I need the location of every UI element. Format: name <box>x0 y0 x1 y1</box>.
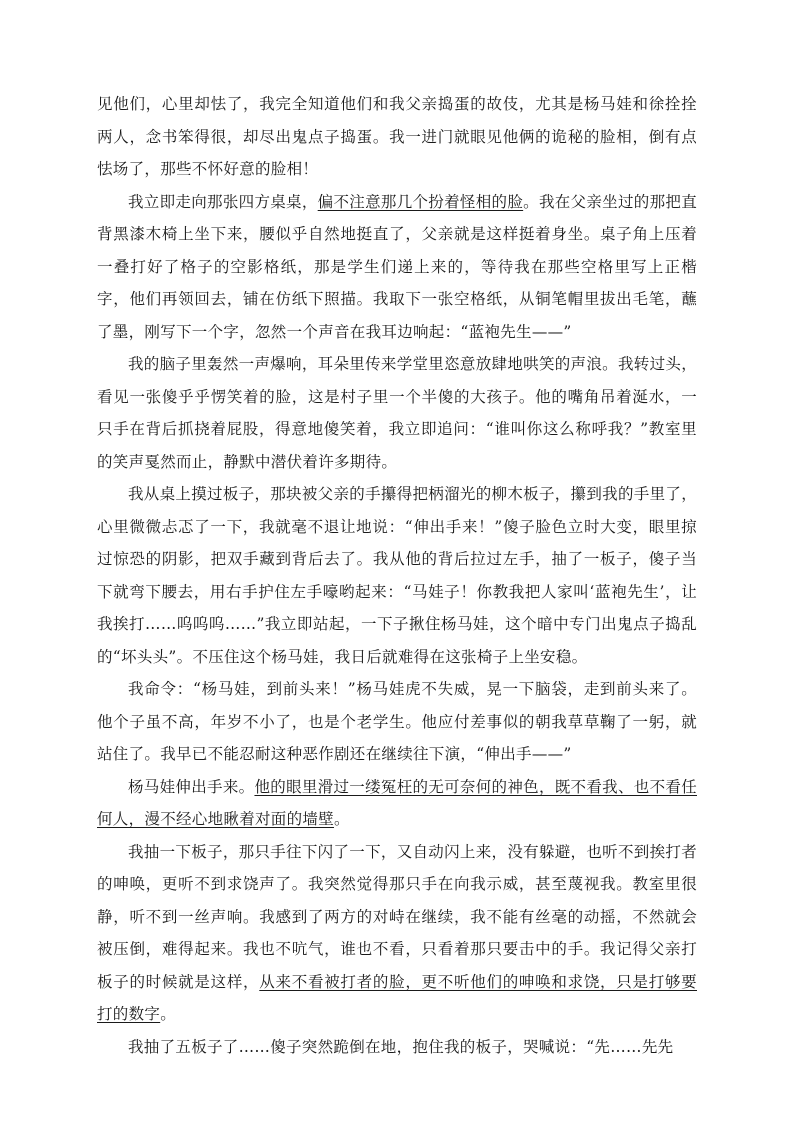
text-segment: 见他们，心里却怯了，我完全知道他们和我父亲捣蛋的故伎，尤其是杨马娃和徐拴拴两人，念书笨得很，却尽出鬼点子捣蛋。我一进门就眼见他俩的诡秘的脸相，倒有点怯场了，那些不怀好意的脸相！ <box>97 95 697 178</box>
paragraph-4 <box>97 478 697 673</box>
paragraph-6 <box>97 771 697 836</box>
text-segment: 我抽一下板子，那只手往下闪了一下，又自动闪上来，没有躲避，也听不到挨打者的呻唤，更听不到求饶声了。我突然觉得那只手在向我示威，甚至蔑视我。教室里很静，听不到一丝声响。我感到了两方的对峙在继续，我不能有丝毫的动摇，不然就会被压倒，难得起来。我也不吭气，谁也不看，只看着那只要击中的手。我记得父亲打板子的时候就是这样， <box>97 842 697 991</box>
text-segment: 。 <box>334 810 350 828</box>
paragraph-8 <box>97 1031 697 1064</box>
text-segment: 我立即走向那张四方桌桌， <box>128 192 318 211</box>
article-body <box>97 88 697 1063</box>
text-segment: 杨马娃伸出手来。 <box>128 777 255 796</box>
paragraph-2 <box>97 186 697 349</box>
text-segment: 我抽了五板子了……傻子突然跪倒在地，抱住我的板子，哭喊说：“先……先先 <box>128 1037 674 1056</box>
paragraph-1 <box>97 88 697 186</box>
underlined-text: 偏不注意那几个扮着怪相的脸 <box>317 192 524 211</box>
underlined-text: 他的眼里滑过一缕冤枉的无可奈何的神色，既不看我、也不看任何人，漫不经心地瞅着对面的墙壁 <box>97 777 697 828</box>
underlined-text: 从来不看被打者的脸，更不听他们的呻唤和求饶，只是打够要打的数字 <box>97 972 697 1023</box>
paragraph-7 <box>97 836 697 1031</box>
text-segment: 。我在父亲坐过的那把直背黑漆木椅上坐下来，腰似乎自然地挺直了，父亲就是这样挺着身坐。桌子角上压着一叠打好了格子的空影格纸，那是学生们递上来的，等待我在那些空格里写上正楷字，他们再领回去，铺在仿纸下照描。我取下一张空格纸，从铜笔帽里拔出毛笔，蘸了墨，刚写下一个字，忽然一个声音在我耳边响起：“蓝袍先生——” <box>97 192 697 341</box>
text-segment: 我从桌上摸过板子，那块被父亲的手攥得把柄溜光的柳木板子，攥到我的手里了，心里微微忐忑了一下，我就毫不退让地说：“伸出手来！”傻子脸色立时大变，眼里掠过惊恐的阴影，把双手藏到背后去了。我从他的背后拉过左手，抽了一板子，傻子当下就弯下腰去，用右手护住左手嚎哟起来：“马娃子！你教我把人家叫‘蓝袍先生’，让我挨打……呜呜呜……”我立即站起，一下子揪住杨马娃，这个暗中专门出鬼点子捣乱的“坏头头”。不压住这个杨马娃，我日后就难得在这张椅子上坐安稳。 <box>97 485 697 666</box>
text-segment: 我命令：“杨马娃，到前头来！”杨马娃虎不失威，晃一下脑袋，走到前头来了。他个子虽不高，年岁不小了，也是个老学生。他应付差事似的朝我草草鞠了一躬，就站住了。我早已不能忍耐这种恶作剧还在继续往下演，“伸出手——” <box>97 680 697 763</box>
text-segment: 我的脑子里轰然一声爆响，耳朵里传来学堂里恣意放肆地哄笑的声浪。我转过头，看见一张傻乎乎愣笑着的脸，这是村子里一个半傻的大孩子。他的嘴角吊着涎水，一只手在背后抓挠着屁股，得意地傻笑着，我立即追问：“谁叫你这么称呼我？”教室里的笑声戛然而止，静默中潜伏着许多期待。 <box>97 355 697 471</box>
paragraph-3 <box>97 348 697 478</box>
text-segment: 。 <box>160 1005 177 1023</box>
paragraph-5 <box>97 673 697 771</box>
